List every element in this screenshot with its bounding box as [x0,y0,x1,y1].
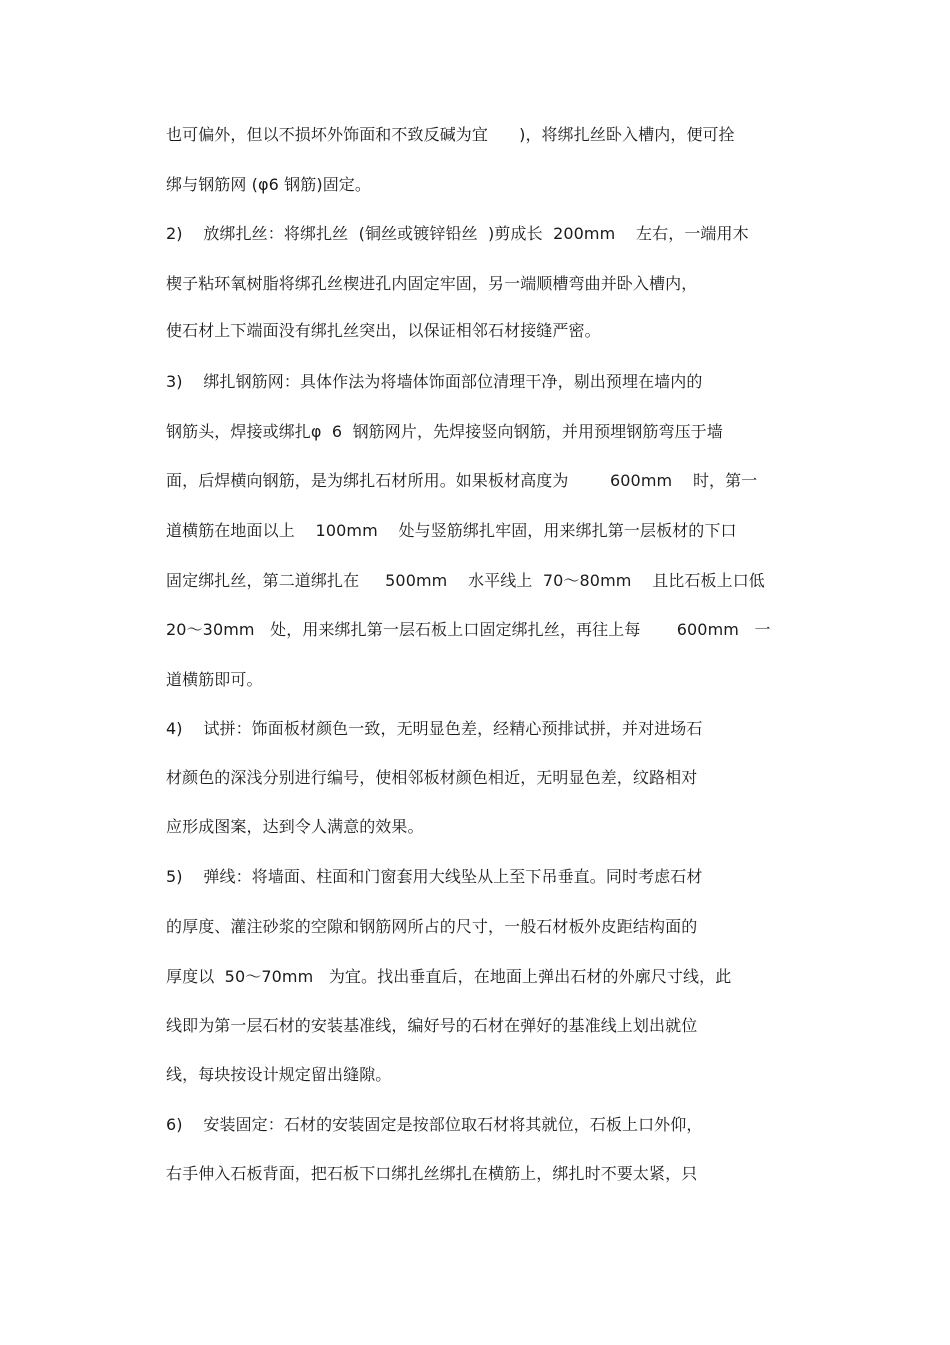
text-line: 厚度以 50～70mm 为宜。找出垂直后，在地面上弹出石材的外廓尺寸线，此 [166,967,732,986]
list-item-5: 5) 弹线：将墙面、柱面和门窗套用大线坠从上至下吊垂直。同时考虑石材 [166,867,703,886]
text-line: 线，每块按设计规定留出缝隙。 [166,1065,392,1084]
text-line: 也可偏外，但以不损坏外饰面和不致反碱为宜 )，将绑扎丝卧入槽内，便可拴 [166,125,735,144]
list-item-3: 3) 绑扎钢筋网：具体作法为将墙体饰面部位清理干净，剔出预埋在墙内的 [166,372,703,391]
text-line: 面，后焊横向钢筋，是为绑扎石材所用。如果板材高度为 600mm 时，第一 [166,471,758,490]
text-line: 材颜色的深浅分别进行编号，使相邻板材颜色相近，无明显色差，纹路相对 [166,768,698,787]
text-line: 右手伸入石板背面，把石板下口绑扎丝绑扎在横筋上，绑扎时不要太紧，只 [166,1164,698,1183]
text-line: 楔子粘环氧树脂将绑孔丝楔进孔内固定牢固，另一端顺槽弯曲并卧入槽内， [166,274,698,293]
text-line: 的厚度、灌注砂浆的空隙和钢筋网所占的尺寸，一般石材板外皮距结构面的 [166,917,698,936]
text-line: 线即为第一层石材的安装基准线，编好号的石材在弹好的基准线上划出就位 [166,1016,698,1035]
text-line: 钢筋头，焊接或绑扎φ 6 钢筋网片，先焊接竖向钢筋，并用预埋钢筋弯压于墙 [166,422,723,441]
text-line: 固定绑扎丝，第二道绑扎在 500mm 水平线上 70～80mm 且比石板上口低 [166,571,765,590]
list-item-4: 4) 试拼：饰面板材颜色一致，无明显色差，经精心预排试拼，并对进场石 [166,719,703,738]
list-item-2: 2) 放绑扎丝：将绑扎丝 (铜丝或镀锌铅丝 )剪成长 200mm 左右，一端用木 [166,224,749,243]
text-line: 绑与钢筋网 (φ6 钢筋)固定。 [166,175,371,194]
list-item-6: 6) 安装固定：石材的安装固定是按部位取石材将其就位，石板上口外仰， [166,1115,703,1134]
text-line: 应形成图案，达到令人满意的效果。 [166,817,424,836]
text-line: 使石材上下端面没有绑扎丝突出，以保证相邻石材接缝严密。 [166,321,601,340]
text-line: 20～30mm 处，用来绑扎第一层石板上口固定绑扎丝，再往上每 600mm 一 [166,620,771,639]
text-line: 道横筋在地面以上 100mm 处与竖筋绑扎牢固，用来绑扎第一层板材的下口 [166,521,737,540]
text-line: 道横筋即可。 [166,670,263,689]
